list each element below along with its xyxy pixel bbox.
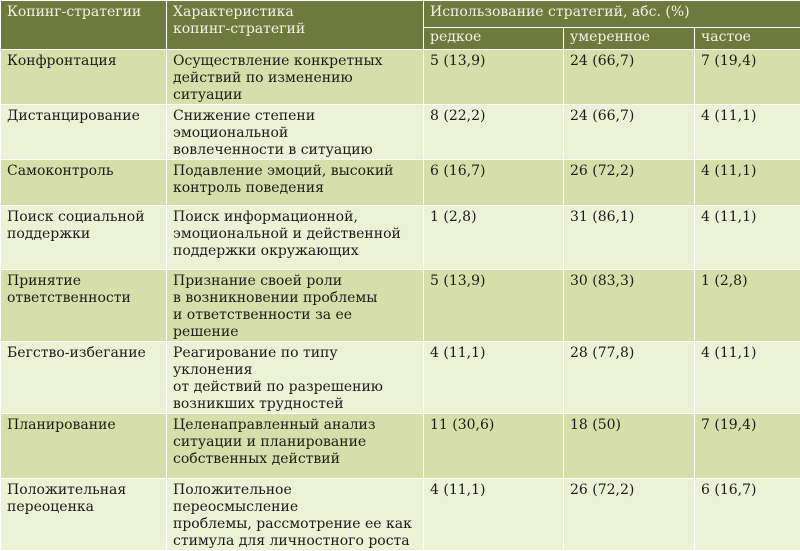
cell-characteristic: Признание своей роли в возникновении проблемы и ответственности за ее решение	[167, 270, 424, 342]
cell-characteristic: Подавление эмоций, высокий контроль поведения	[167, 160, 424, 206]
cell-rare: 8 (22,2)	[424, 105, 564, 160]
cell-characteristic: Поиск информационной, эмоциональной и действенной поддержки окружающих	[167, 206, 424, 270]
cell-frequent: 4 (11,1)	[695, 160, 800, 206]
cell-moderate: 18 (50)	[564, 414, 695, 479]
cell-rare: 4 (11,1)	[424, 342, 564, 414]
cell-moderate: 31 (86,1)	[564, 206, 695, 270]
header-rare: редкое	[424, 28, 564, 50]
cell-frequent: 4 (11,1)	[695, 105, 800, 160]
header-row	[1, 1, 800, 28]
cell-characteristic: Осуществление конкретных действий по изменению ситуации	[167, 50, 424, 105]
cell-moderate: 24 (66,7)	[564, 50, 695, 105]
cell-strategy: Бегство-избегание	[1, 342, 167, 414]
header-usage: Использование стратегий, абс. (%)	[424, 1, 800, 28]
cell-frequent: 4 (11,1)	[695, 206, 800, 270]
cell-moderate: 30 (83,3)	[564, 270, 695, 342]
cell-strategy: Положительная переоценка	[1, 479, 167, 551]
cell-moderate: 26 (72,2)	[564, 479, 695, 551]
cell-characteristic: Снижение степени эмоциональной вовлеченности в ситуацию	[167, 105, 424, 160]
header-moderate: умеренное	[564, 28, 695, 50]
cell-frequent: 6 (16,7)	[695, 479, 800, 551]
table-row	[1, 270, 800, 342]
cell-strategy: Планирование	[1, 414, 167, 479]
cell-frequent: 1 (2,8)	[695, 270, 800, 342]
cell-rare: 6 (16,7)	[424, 160, 564, 206]
cell-frequent: 4 (11,1)	[695, 342, 800, 414]
cell-strategy: Дистанцирование	[1, 105, 167, 160]
header-frequent: частое	[695, 28, 800, 50]
cell-rare: 5 (13,9)	[424, 270, 564, 342]
cell-characteristic: Целенаправленный анализ ситуации и планирование собственных действий	[167, 414, 424, 479]
table-row	[1, 105, 800, 160]
header-characteristic: Характеристика копинг-стратегий	[167, 1, 424, 50]
cell-rare: 11 (30,6)	[424, 414, 564, 479]
table-row	[1, 342, 800, 414]
table-row	[1, 479, 800, 551]
cell-rare: 5 (13,9)	[424, 50, 564, 105]
table-row	[1, 414, 800, 479]
cell-frequent: 7 (19,4)	[695, 50, 800, 105]
cell-characteristic: Положительное переосмысление проблемы, рассмотрение ее как стимула для личностного роста	[167, 479, 424, 551]
table-row	[1, 160, 800, 206]
header-strategies: Копинг-стратегии	[1, 1, 167, 50]
cell-frequent: 7 (19,4)	[695, 414, 800, 479]
cell-moderate: 26 (72,2)	[564, 160, 695, 206]
cell-rare: 4 (11,1)	[424, 479, 564, 551]
cell-moderate: 28 (77,8)	[564, 342, 695, 414]
cell-rare: 1 (2,8)	[424, 206, 564, 270]
table-row	[1, 50, 800, 105]
cell-strategy: Конфронтация	[1, 50, 167, 105]
cell-moderate: 24 (66,7)	[564, 105, 695, 160]
cell-strategy: Поиск социальной поддержки	[1, 206, 167, 270]
cell-characteristic: Реагирование по типу уклонения от действий по разрешению возникших трудностей	[167, 342, 424, 414]
cell-strategy: Принятие ответственности	[1, 270, 167, 342]
cell-strategy: Самоконтроль	[1, 160, 167, 206]
table-row	[1, 206, 800, 270]
